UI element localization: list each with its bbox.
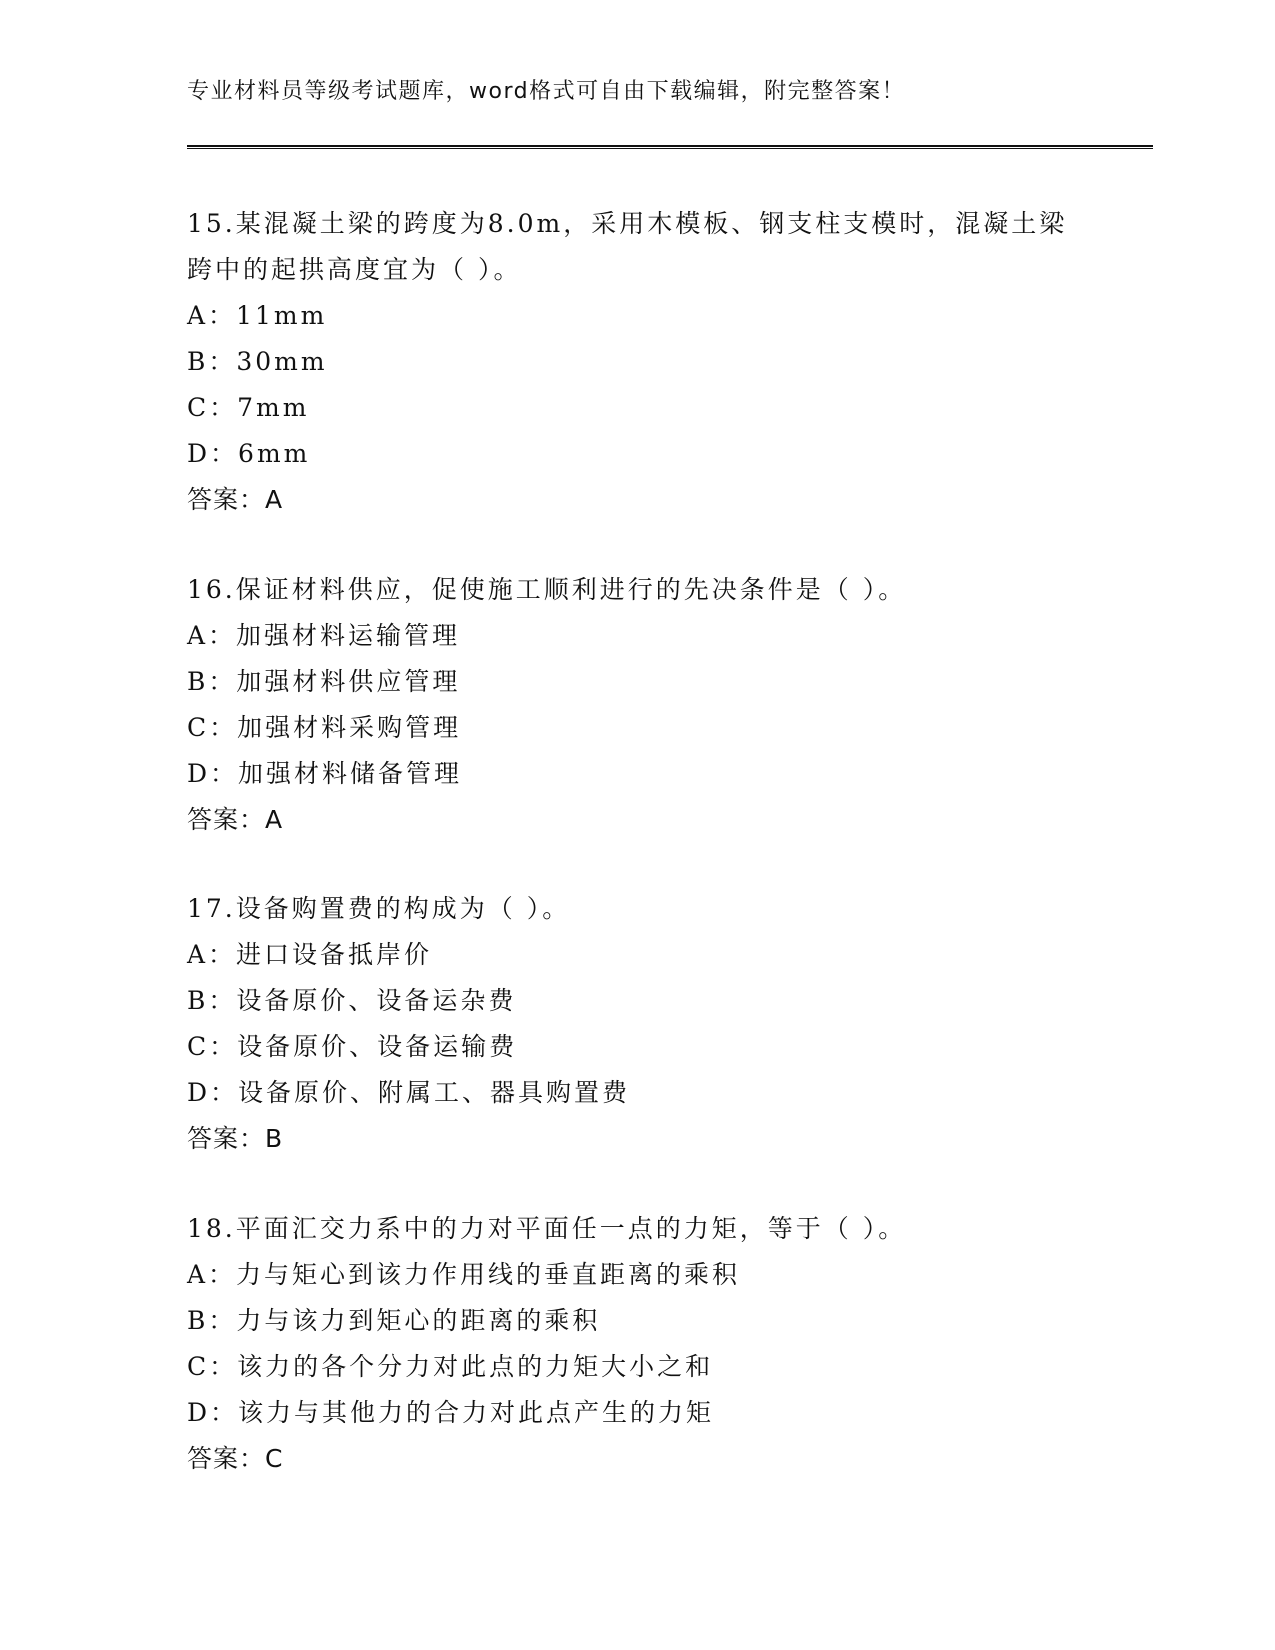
option-b: B：设备原价、设备运杂费 <box>187 986 517 1015</box>
option-d: D：加强材料储备管理 <box>187 759 463 788</box>
option-d: D：设备原价、附属工、器具购置费 <box>187 1078 631 1107</box>
answer-line: 答案：B <box>187 1124 284 1153</box>
page-header-text: 专业材料员等级考试题库，word格式可自由下载编辑，附完整答案！ <box>187 79 906 104</box>
option-a: A：加强材料运输管理 <box>187 621 461 650</box>
option-d: D：6mm <box>187 439 311 468</box>
answer-line: 答案：A <box>187 805 284 834</box>
question-stem: 15.某混凝土梁的跨度为8.0m，采用木模板、钢支柱支模时，混凝土梁跨中的起拱高度宜为（ ）。 <box>187 209 1068 284</box>
question-18 <box>187 1206 1087 1482</box>
question-stem: 18.平面汇交力系中的力对平面任一点的力矩，等于（ ）。 <box>187 1214 907 1243</box>
question-15 <box>187 201 1087 523</box>
answer-line: 答案：C <box>187 1444 284 1473</box>
question-stem: 16.保证材料供应，促使施工顺利进行的先决条件是（ ）。 <box>187 575 907 604</box>
question-16 <box>187 567 1087 843</box>
answer-line: 答案：A <box>187 485 284 514</box>
option-d: D：该力与其他力的合力对此点产生的力矩 <box>187 1398 715 1427</box>
option-a: A：进口设备抵岸价 <box>187 940 433 969</box>
option-c: C：该力的各个分力对此点的力矩大小之和 <box>187 1352 714 1381</box>
question-stem: 17.设备购置费的构成为（ ）。 <box>187 894 571 923</box>
header-divider <box>187 145 1153 149</box>
option-c: C：加强材料采购管理 <box>187 713 462 742</box>
option-c: C：设备原价、设备运输费 <box>187 1032 518 1061</box>
option-b: B：加强材料供应管理 <box>187 667 461 696</box>
option-b: B：30mm <box>187 347 328 376</box>
option-b: B：力与该力到矩心的距离的乘积 <box>187 1306 601 1335</box>
option-c: C：7mm <box>187 393 310 422</box>
option-a: A：力与矩心到该力作用线的垂直距离的乘积 <box>187 1260 741 1289</box>
question-17 <box>187 886 1087 1162</box>
option-a: A：11mm <box>187 301 328 330</box>
